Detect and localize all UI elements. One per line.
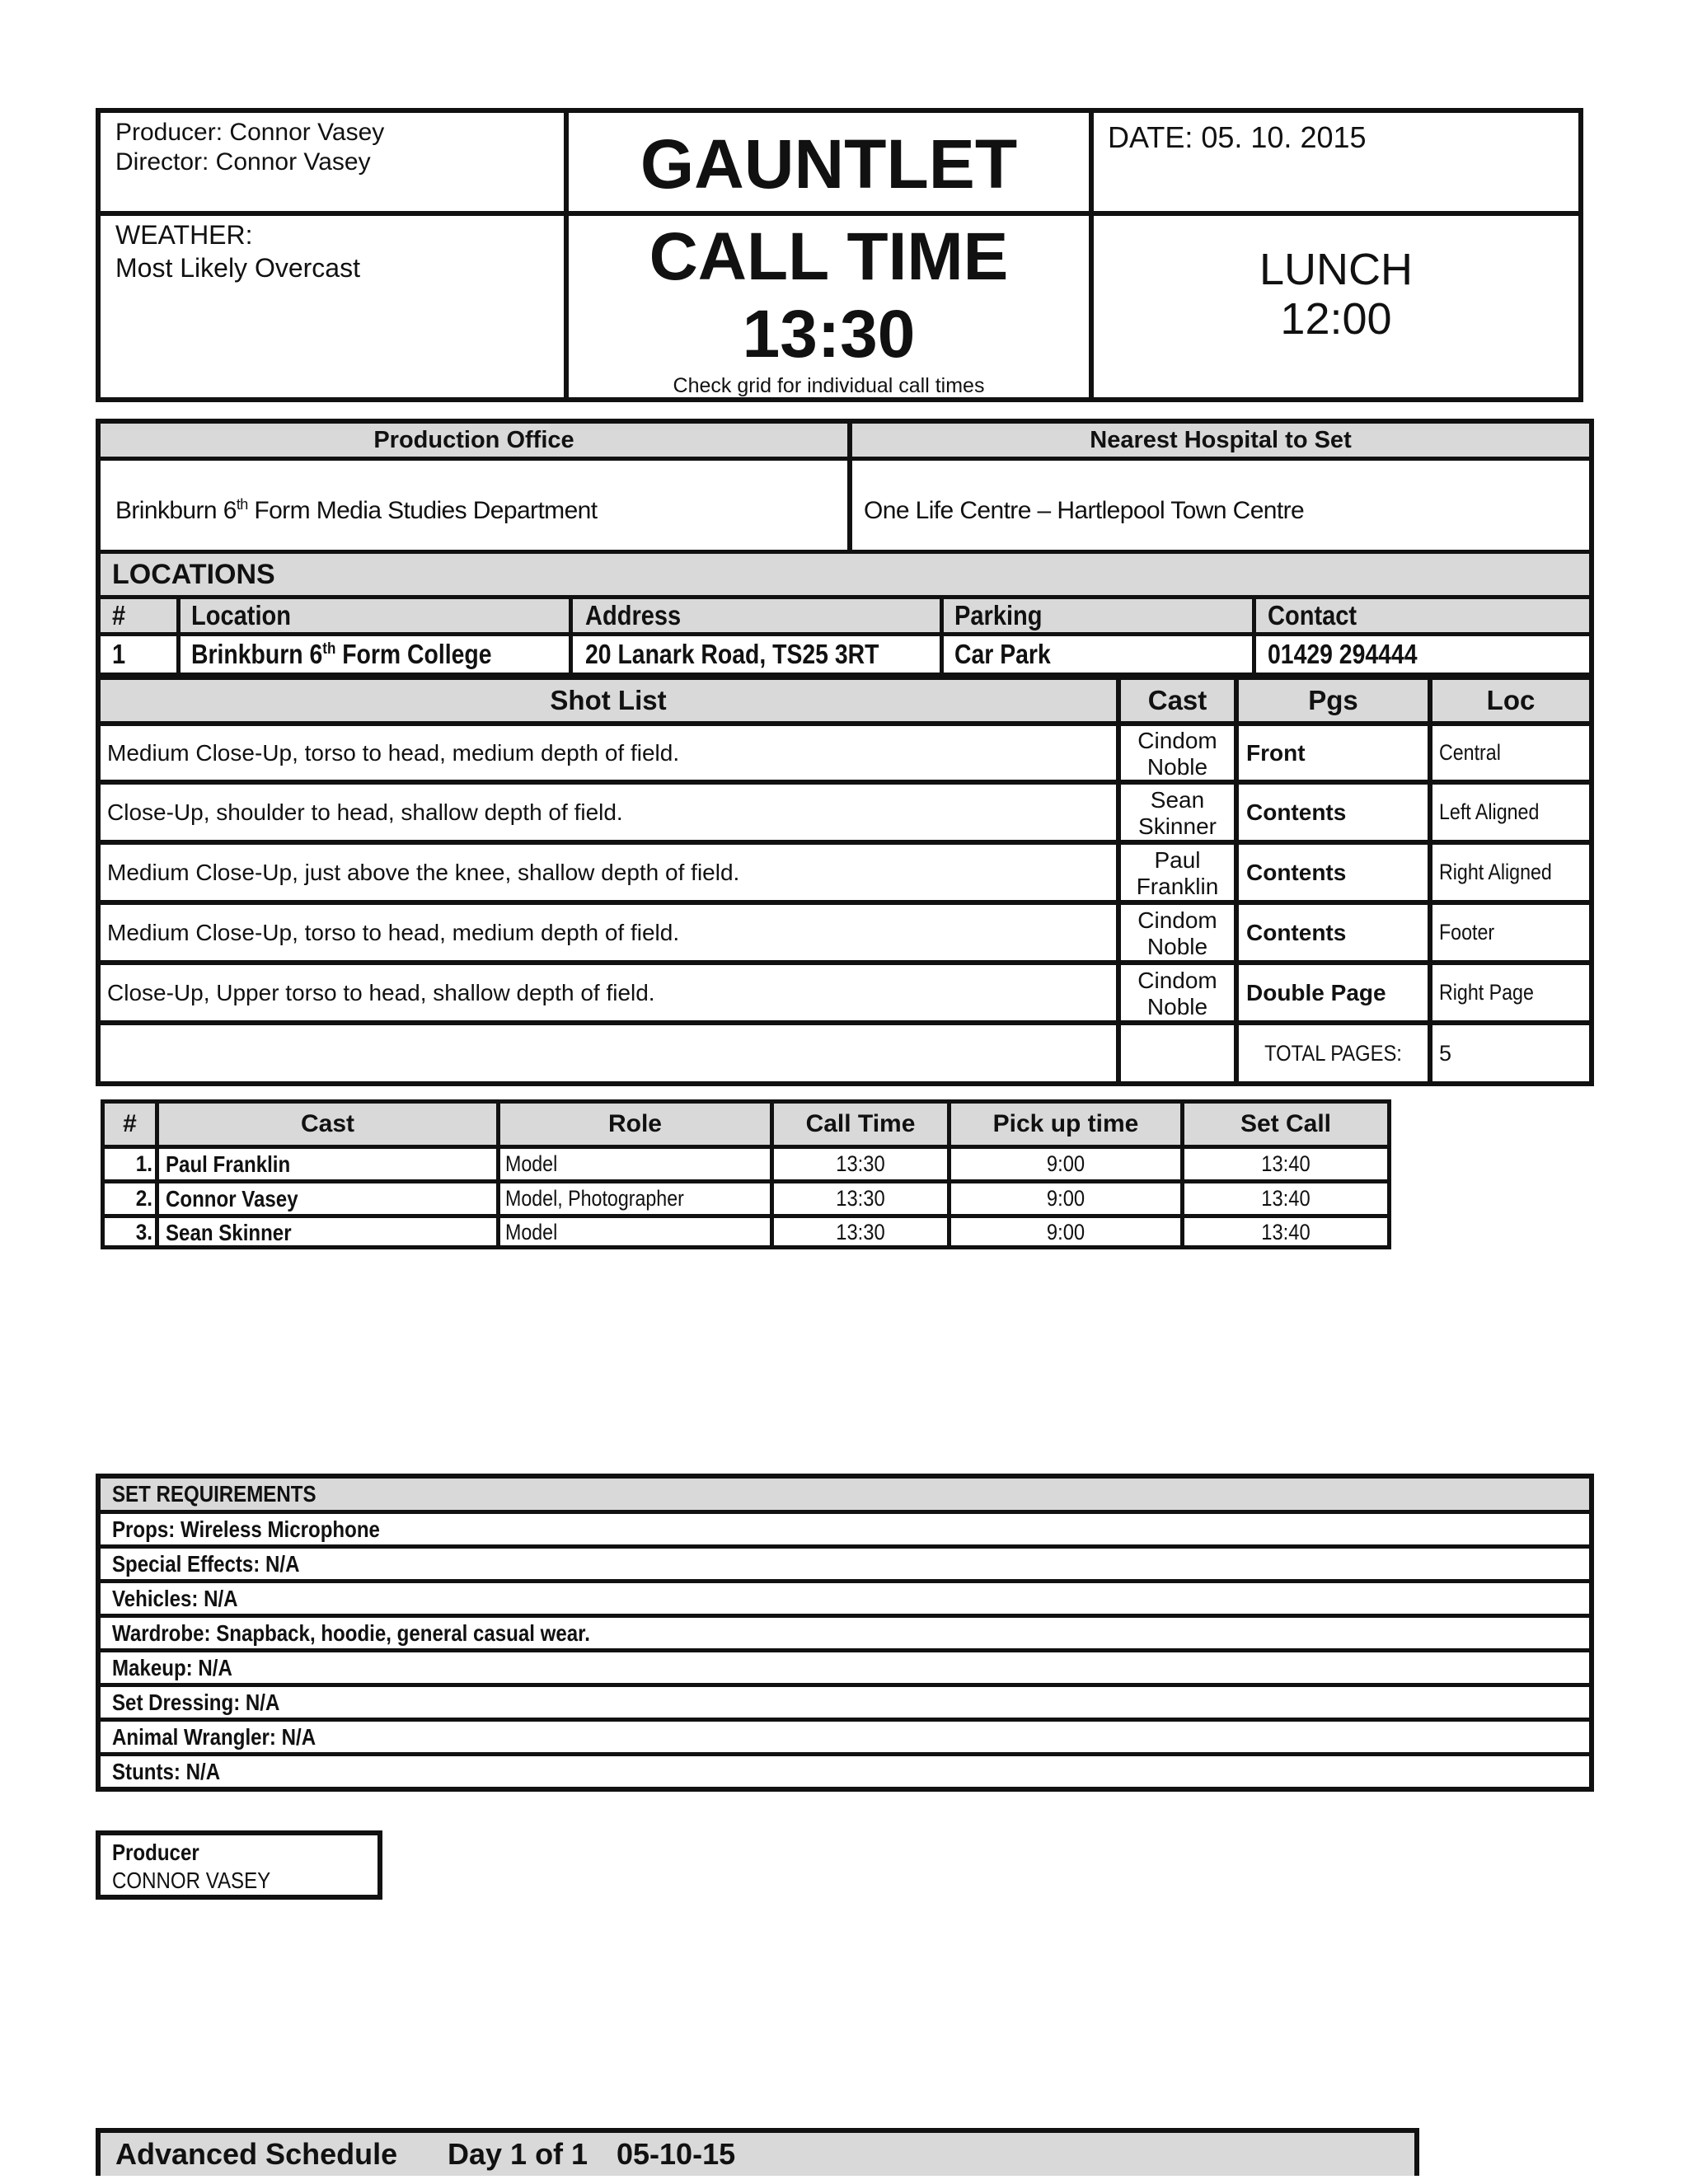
lunch-label: LUNCH [1259,245,1414,294]
set-req-props: Props: Wireless Microphone [112,1516,380,1542]
call-time-value: 13:30 [742,297,916,372]
weather-value: Most Likely Overcast [115,253,360,283]
set-req-wardrobe: Wardrobe: Snapback, hoodie, general casual wear. [112,1620,590,1646]
loc-col-num: # [112,600,126,630]
production-office-value-sup: th [236,496,248,513]
cast-row-2-call: 13:30 [836,1186,885,1211]
cast-col-cast: Cast [300,1110,355,1137]
production-office-value-pre: Brinkburn 6 [115,497,237,524]
cast-row-div-2 [105,1214,1387,1218]
shot-row-4-cast-first: Cindom [1137,907,1217,933]
set-req-vehicles: Vehicles: N/A [112,1586,238,1611]
set-req-stunts: Stunts: N/A [112,1759,221,1784]
shot-row-4-cast-last: Noble [1146,934,1208,959]
footer-day: Day 1 of 1 [448,2137,588,2171]
header-block [96,108,1583,402]
loc-row-num: 1 [112,639,126,669]
shot-row-4-desc: Medium Close-Up, torso to head, medium depth of field. [107,920,680,945]
shot-row-3-cast [1121,847,1234,900]
shot-row-1-pgs: Front [1246,740,1306,766]
locations-block [96,554,1594,677]
hospital-header: Nearest Hospital to Set [852,424,1589,457]
loc-row-parking: Car Park [954,639,1051,669]
header-divider-h [101,211,1578,216]
loc-col-location: Location [191,600,291,630]
producer-director [115,118,384,177]
set-req-div-4 [101,1648,1589,1652]
cast-col-set: Set Call [1240,1110,1332,1137]
cast-col-call: Call Time [805,1110,916,1137]
cast-row-1-role: Model [505,1151,558,1176]
set-req-set-dressing: Set Dressing: N/A [112,1690,280,1715]
office-divider-v [847,424,852,550]
shot-row-2-cast-last: Skinner [1138,813,1217,839]
lunch [1094,245,1578,344]
loc-row-location-pre: Brinkburn 6 [191,639,323,669]
shot-row-5-cast-last: Noble [1146,994,1208,1019]
production-office-header: Production Office [101,424,847,457]
set-req-title: SET REQUIREMENTS [112,1481,316,1507]
shot-row-2-desc: Close-Up, shoulder to head, shallow depth of field. [107,799,623,825]
loc-col-div-3 [940,595,944,673]
set-req-div-7 [101,1752,1589,1756]
call-time-note: Check grid for individual call times [673,374,985,397]
loc-col-contact: Contact [1268,600,1357,630]
cast-row-3-call: 13:30 [836,1220,885,1244]
loc-col-div-2 [569,595,573,673]
shot-row-1-desc: Medium Close-Up, torso to head, medium depth of field. [107,740,680,766]
cast-row-3-cast: Sean Skinner [166,1220,292,1245]
producer-line: Producer: Connor Vasey [115,119,385,146]
shot-col-shot: Shot List [550,685,667,715]
producer-box-name: CONNOR VASEY [112,1868,271,1893]
cast-row-3-set: 13:40 [1261,1220,1311,1244]
set-req-animal-wrangler: Animal Wrangler: N/A [112,1724,316,1750]
loc-col-parking: Parking [954,600,1043,630]
lunch-value: 12:00 [1280,294,1392,344]
cast-row-2-pickup: 9:00 [1046,1186,1085,1211]
shot-row-5-cast-first: Cindom [1137,968,1217,993]
locations-header-row [101,599,1589,632]
set-req-div-1 [101,1544,1589,1549]
shot-row-4-pgs: Contents [1246,920,1347,945]
hospital-value: One Life Centre – Hartlepool Town Centre [864,497,1305,524]
cast-row-2-role: Model, Photographer [505,1186,684,1211]
call-time [569,218,1089,398]
total-pages-value: 5 [1439,1041,1452,1066]
footer-schedule: Advanced Schedule [115,2137,398,2171]
loc-col-div-1 [176,595,181,673]
cast-row-1-call: 13:30 [836,1151,885,1176]
cast-row-1-set: 13:40 [1261,1151,1311,1176]
shot-row-3-loc: Right Aligned [1439,860,1552,884]
loc-col-div-4 [1252,595,1256,673]
loc-row-location-post: Form College [335,639,492,669]
loc-row-address: 20 Lanark Road, TS25 3RT [585,639,879,669]
director-line: Director: Connor Vasey [115,148,371,176]
set-requirements [96,1474,1594,1792]
producer-box [96,1830,382,1900]
production-title: GAUNTLET [640,125,1018,203]
production-office-value-post: Form Media Studies Department [247,497,598,524]
shot-row-4-loc: Footer [1439,920,1495,944]
locations-section-header: LOCATIONS [101,554,1589,595]
cast-row-3-num: 3. [135,1220,152,1244]
shot-col-loc: Loc [1486,685,1536,715]
cast-col-pickup: Pick up time [992,1110,1139,1137]
cast-table [101,1099,1391,1249]
office-divider-h [101,457,1589,461]
shot-row-3-desc: Medium Close-Up, just above the knee, shallow depth of field. [107,860,740,885]
set-req-header-bg [101,1479,1589,1510]
shot-row-5-cast [1121,968,1234,1020]
set-req-makeup: Makeup: N/A [112,1655,232,1680]
loc-row-contact: 01429 294444 [1268,639,1418,669]
production-office-value [115,496,597,526]
shot-row-1-loc: Central [1439,740,1501,765]
cast-row-div-0 [105,1145,1387,1149]
loc-row-location-sup: th [322,640,336,658]
cast-row-3-pickup: 9:00 [1046,1220,1085,1244]
weather-label: WEATHER: [115,220,253,250]
shot-row-3-cast-first: Paul [1154,847,1201,873]
shot-col-cast: Cast [1147,685,1207,715]
cast-row-2-num: 2. [135,1186,152,1211]
shot-row-2-pgs: Contents [1246,799,1347,825]
cast-row-1-num: 1. [135,1151,152,1176]
cast-row-2-cast: Connor Vasey [166,1186,298,1212]
call-time-label: CALL TIME [649,219,1009,294]
shot-row-2-cast [1121,787,1234,840]
cast-row-1-pickup: 9:00 [1046,1151,1085,1176]
shot-row-1-cast-last: Noble [1146,754,1208,780]
shot-row-2-cast-first: Sean [1150,787,1205,813]
cast-row-3-role: Model [505,1220,558,1244]
shoot-date: DATE: 05. 10. 2015 [1108,120,1367,154]
cast-row-1-cast: Paul Franklin [166,1151,291,1177]
cast-col-role: Role [607,1110,662,1137]
shot-row-2-loc: Left Aligned [1439,799,1540,824]
shot-row-3-cast-last: Franklin [1136,874,1219,899]
footer-date: 05-10-15 [617,2137,736,2171]
set-req-special-effects: Special Effects: N/A [112,1551,300,1577]
cast-row-2-set: 13:40 [1261,1186,1311,1211]
shot-col-pgs: Pgs [1308,685,1358,715]
set-req-div-6 [101,1718,1589,1722]
producer-box-label: Producer [112,1840,199,1865]
shot-row-5-pgs: Double Page [1246,980,1386,1005]
shot-row-3-pgs: Contents [1246,860,1347,885]
set-req-div-5 [101,1683,1589,1687]
total-pages-label: TOTAL PAGES: [1264,1041,1402,1066]
schedule-footer [96,2128,1419,2176]
shot-list-block [96,676,1594,1086]
office-block [96,419,1594,555]
loc-col-address: Address [585,600,682,630]
shot-row-5-desc: Close-Up, Upper torso to head, shallow depth of field. [107,980,655,1005]
shot-row-5-loc: Right Page [1439,980,1534,1005]
loc-row-location [191,636,492,673]
set-req-div-2 [101,1579,1589,1583]
weather [115,218,360,284]
shot-row-4-cast [1121,907,1234,960]
shot-row-1-cast-first: Cindom [1137,728,1217,753]
cast-col-num: # [123,1110,137,1137]
shot-row-1-cast [1121,728,1234,780]
